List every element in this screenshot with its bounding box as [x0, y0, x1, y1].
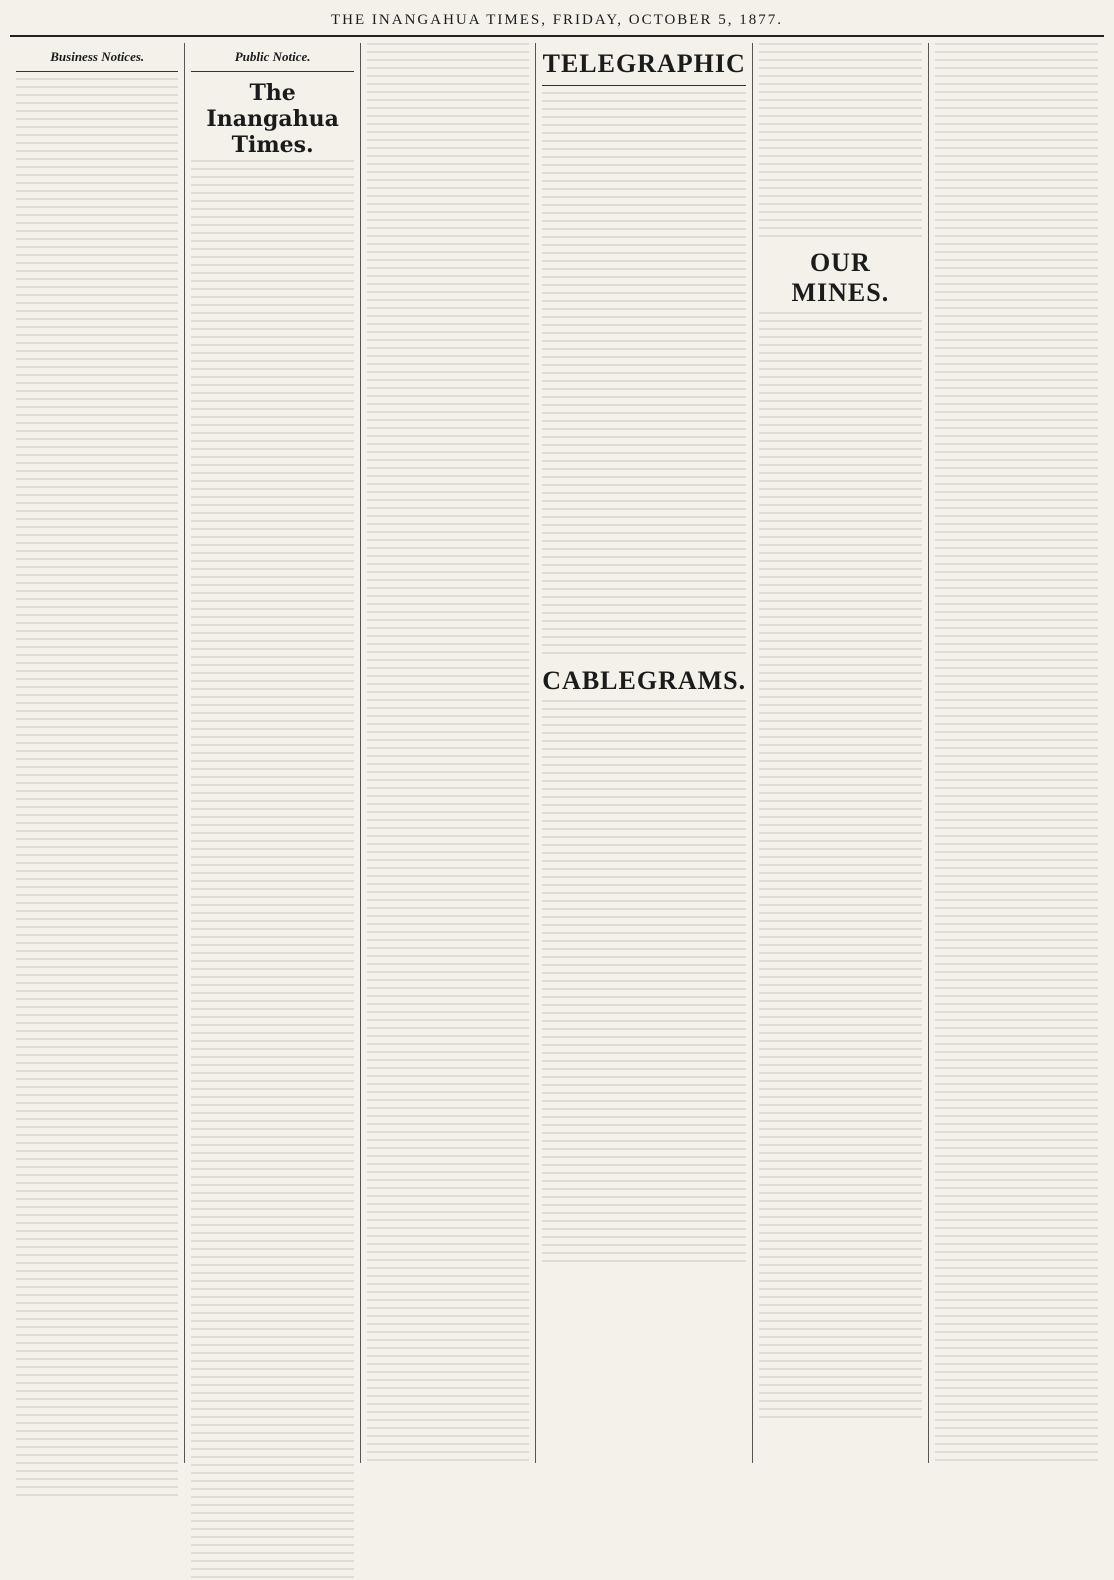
- divider: [16, 71, 178, 72]
- nameplate: The Inangahua Times.: [206, 80, 339, 158]
- divider: [191, 71, 353, 72]
- unread-body-text: [16, 78, 178, 1498]
- column-2: [185, 43, 360, 1463]
- unread-body-text: [759, 312, 921, 1420]
- column-6: [929, 43, 1104, 1463]
- telegraphic-heading: TELEGRAPHIC: [542, 49, 746, 78]
- column-1: [10, 43, 185, 1463]
- unread-body-text: [367, 43, 529, 1463]
- cablegrams-heading: CABLEGRAMS.: [542, 666, 747, 695]
- divider: [542, 85, 746, 86]
- column-grid: [10, 43, 1104, 1463]
- unread-body-text: [542, 92, 746, 660]
- unread-body-text: [542, 700, 746, 1268]
- public-notice-heading: Public Notice.: [234, 49, 311, 64]
- column-3: [361, 43, 536, 1463]
- unread-body-text: [191, 160, 353, 1580]
- column-5: [753, 43, 928, 1463]
- mines-heading: OUR MINES.: [791, 247, 890, 307]
- business-notices-heading: Business Notices.: [50, 49, 145, 64]
- masthead: THE INANGAHUA TIMES, FRIDAY, OCTOBER 5, 1877.: [10, 8, 1104, 37]
- unread-body-text: [759, 43, 921, 242]
- column-4: [536, 43, 753, 1463]
- unread-body-text: [935, 43, 1098, 1463]
